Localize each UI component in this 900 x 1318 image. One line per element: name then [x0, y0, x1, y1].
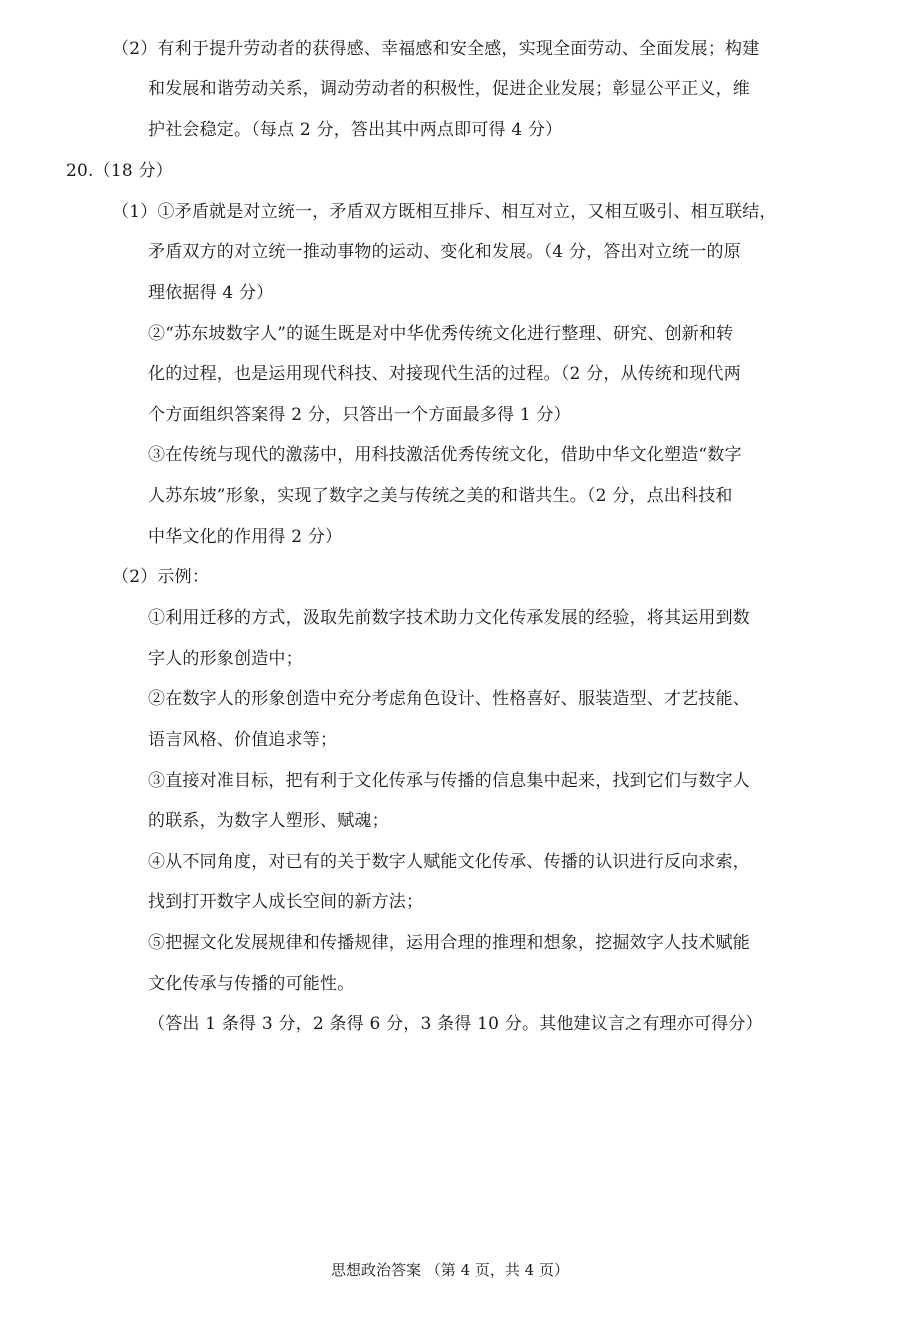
q20-part1-line-2: 矛盾双方的对立统一推动事物的运动、变化和发展。（4 分，答出对立统一的原: [148, 242, 741, 262]
q20-part1-line-3: 理依据得 4 分）: [148, 283, 274, 303]
q20-part2-line-1: （2）示例：: [112, 567, 210, 587]
q20-part2-line-11: 文化传承与传播的可能性。: [148, 974, 355, 994]
q20-part1-line-7: ③在传统与现代的激荡中，用科技激活优秀传统文化，借助中华文化塑造“数字: [148, 445, 742, 465]
q20-part2-scoring-note: （答出 1 条得 3 分，2 条得 6 分，3 条得 10 分。其他建议言之有理亦可得分）: [148, 1014, 763, 1034]
q20-part1-line-5: 化的过程，也是运用现代科技、对接现代生活的过程。（2 分，从传统和现代两: [148, 364, 741, 384]
q20-part1-line-9: 中华文化的作用得 2 分）: [148, 527, 343, 547]
page-footer: 思想政治答案 （第 4 页，共 4 页）: [331, 1261, 569, 1279]
q20-part2-line-2: ①利用迁移的方式，汲取先前数字技术助力文化传承发展的经验，将其运用到数: [148, 608, 750, 628]
q20-part2-line-6: ③直接对准目标，把有利于文化传承与传播的信息集中起来，找到它们与数字人: [148, 771, 750, 791]
q19-part2-line-2: 和发展和谐劳动关系，调动劳动者的积极性，促进企业发展；彰显公平正义，维: [148, 79, 750, 99]
q20-part2-line-10: ⑤把握文化发展规律和传播规律，运用合理的推理和想象，挖掘效字人技术赋能: [148, 933, 750, 953]
q20-part2-line-7: 的联系，为数字人塑形、赋魂；: [148, 811, 389, 831]
q20-part2-line-4: ②在数字人的形象创造中充分考虑角色设计、性格喜好、服装造型、才艺技能、: [148, 689, 750, 709]
q20-part1-line-8: 人苏东坡”形象，实现了数字之美与传统之美的和谐共生。（2 分，点出科技和: [148, 486, 733, 506]
q20-header: 20.（18 分）: [66, 161, 173, 181]
q20-part2-line-5: 语言风格、价值追求等；: [148, 730, 338, 750]
q20-part2-line-8: ④从不同角度，对已有的关于数字人赋能文化传承、传播的认识进行反向求索，: [148, 852, 750, 872]
q19-part2-line-3: 护社会稳定。（每点 2 分，答出其中两点即可得 4 分）: [148, 120, 563, 140]
q20-part2-line-3: 字人的形象创造中；: [148, 649, 303, 669]
q20-part1-line-4: ②“苏东坡数字人”的诞生既是对中华优秀传统文化进行整理、研究、创新和转: [148, 324, 734, 344]
q20-part2-line-9: 找到打开数字人成长空间的新方法；: [148, 892, 424, 912]
q20-part1-line-1: （1）①矛盾就是对立统一，矛盾双方既相互排斥、相互对立，又相互吸引、相互联结，: [112, 202, 777, 222]
q19-part2-line-1: （2）有利于提升劳动者的获得感、幸福感和安全感，实现全面劳动、全面发展；构建: [112, 39, 760, 59]
q20-part1-line-6: 个方面组织答案得 2 分，只答出一个方面最多得 1 分）: [148, 405, 571, 425]
